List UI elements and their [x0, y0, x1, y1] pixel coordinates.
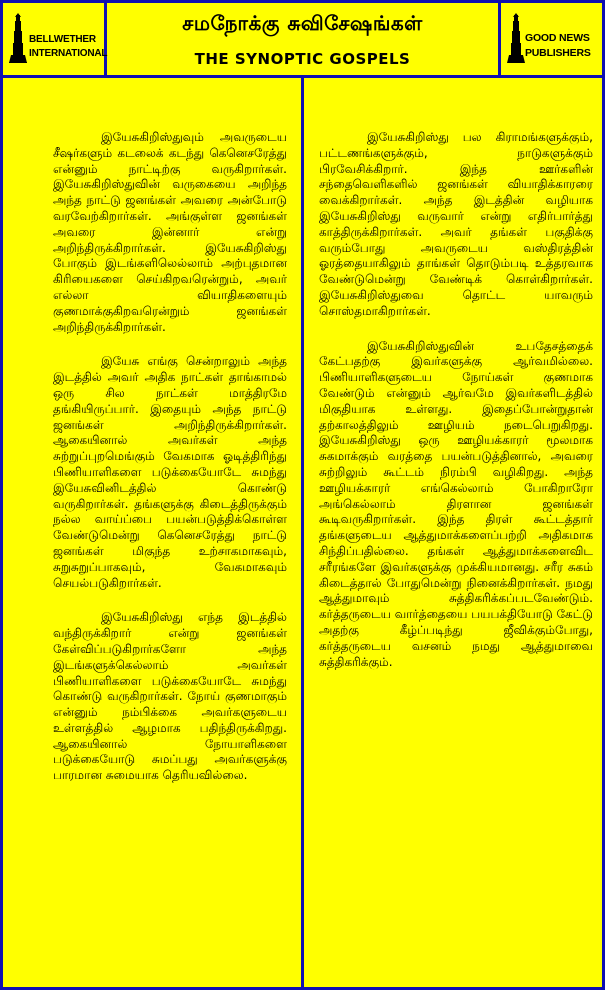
header-titles [107, 3, 498, 75]
good-news-logo [498, 3, 602, 75]
paragraph: இயேசுகிறிஸ்து பல கிராமங்களுக்கும், பட்டணங்களுக்கும், நாடுகளுக்கும் பிரவேசிக்கிறார். இந்த ஊர்களின் சந்தைவெளிகளில் ஜனங்கள் வியாதிக்காரரை வைக்கிறார்கள். அந்த இடத்தின் வழியாக இயேசுகிறிஸ்து வருவார் என்று எதிர்பார்த்து காத்திருக்கிறார்கள். அவர் தங்கள் பகுதிக்கு வரும்போது அவருடைய வஸ்திரத்தின் ஓரத்தையாகிலும் தாங்கள் தொடும்படி உத்தரவாக வேண்டுமென்று வேண்டிக் கொள்கிறார்கள். இயேசுகிறிஸ்துவை தொட்ட யாவரும் சொஸ்தமாகிறார்கள். [319, 130, 593, 318]
logo-line-1: BELLWETHER [29, 34, 96, 45]
english-title: THE SYNOPTIC GOSPELS [194, 50, 411, 68]
bellwether-logo [3, 3, 107, 75]
column-divider [301, 78, 304, 987]
logo-line-1: GOOD NEWS [525, 32, 590, 44]
tower-icon [9, 13, 27, 63]
logo-line-2: PUBLISHERS [525, 47, 591, 59]
article-body [0, 78, 605, 990]
header-banner [0, 0, 605, 78]
tamil-title: சமநோக்கு சுவிசேஷங்கள் [182, 11, 423, 35]
left-column [53, 130, 287, 803]
paragraph: இயேசுகிறிஸ்து எந்த இடத்தில் வந்திருக்கிறார் என்று ஜனங்கள் கேள்விப்படுகிறார்களோ அந்த இடங்களுக்கெல்லாம் அவர்கள் பிணியாளிகளை படுக்கையோடே சுமந்து கொண்டு வருகிறார்கள். நோய் குணமாகும் என்னும் நம்பிக்கை அவர்களுடைய உள்ளத்தில் ஆழமாக பதிந்திருக்கிறது. ஆகையினால் நோயாளிகளை படுக்கையோடு சுமப்பது அவர்களுக்கு பாரமான சுமையாக தெரியவில்லை. [53, 610, 287, 783]
logo-line-2: INTERNATIONAL [29, 48, 108, 59]
right-column [319, 130, 593, 689]
paragraph: இயேசுகிறிஸ்துவின் உபதேசத்தைக் கேட்பதற்கு இவர்களுக்கு ஆர்வமில்லை. பிணியாளிகளுடைய நோய்கள் குணமாக வேண்டும் என்னும் ஆர்வமே இவர்களிடத்தில் மிகுதியாக உள்ளது. இதைப்போன்றுதான் தற்காலத்திலும் ஊழியம் நடைபெறுகிறது. இயேசுகிறிஸ்து ஒரு ஊழியக்காரர் மூலமாக சுகமாக்கும் வரத்தை பயன்படுத்தினால், அவரை சுற்றிலும் கூட்டம் நிரம்பி வழிகிறது. அந்த ஊழியக்காரர் எங்கெல்லாம் போகிறாரோ அங்கெல்லாம் திரளான ஜனங்கள் கூடிவருகிறார்கள். இந்த திரள் கூட்டத்தார் தங்களுடைய ஆத்துமாக்களைப்பற்றி அதிகமாக சிந்திப்பதில்லை. தங்கள் ஆத்துமாக்களைவிட சரீரங்களே இவர்களுக்கு முக்கியமானது. சரீர சுகம் கிடைத்தால் போதுமென்று நினைக்கிறார்கள். நமது ஆத்துமாவும் சுத்திகரிக்கப்படவேண்டும். கர்த்தருடைய வார்த்தையை பயபக்தியோடு கேட்டு அதற்கு கீழ்ப்படிந்து ஜீவிக்கும்போது, கர்த்தருடைய வசனம் நமது ஆத்துமாவை சுத்திகரிக்கும். [319, 338, 593, 669]
paragraph: இயேசுகிறிஸ்துவும் அவருடைய சீஷர்களும் கடலைக் கடந்து கெனெசரேத்து என்னும் நாட்டிற்கு வருகிறார்கள். இயேசுகிறிஸ்துவின் வருகையை அறிந்த அந்த நாட்டு ஜனங்கள் அவரை அன்போடு வரவேற்கிறார்கள். அங்குள்ள ஜனங்கள் அவரை இன்னார் என்று அறிந்திருக்கிறார்கள். இயேசுகிறிஸ்து போகும் இடங்களிலெல்லாம் அற்புதமான கிரியைகளை செய்கிறவரென்றும், அவர் எல்லா வியாதிகளையும் குணமாக்குகிறவரென்றும் ஜனங்கள் அறிந்திருக்கிறார்கள். [53, 130, 287, 334]
paragraph: இயேசு எங்கு சென்றாலும் அந்த இடத்தில் அவர் அதிக நாட்கள் தாங்காமல் ஒரு சில நாட்கள் மாத்திரமே தங்கியிருப்பார். இதையும் அந்த நாட்டு ஜனங்கள் அறிந்திருக்கிறார்கள். ஆகையினால் அவர்கள் அந்த சுற்றுப்புறமெங்கும் வேகமாக ஓடித்திரிந்து பிணியாளிகளை படுக்கையோடே சுமந்து இயேசுவினிடத்தில் கொண்டு வருகிறார்கள். தங்களுக்கு கிடைத்திருக்கும் நல்ல வாய்ப்பை பயன்படுத்திக்கொள்ள வேண்டுமென்று கெனெசரேத்து நாட்டு ஜனங்கள் மிகுந்த உற்சாகமாகவும், சுறுசுறுப்பாகவும், வேகமாகவும் செயல்படுகிறார்கள். [53, 354, 287, 590]
tower-icon [507, 13, 525, 63]
